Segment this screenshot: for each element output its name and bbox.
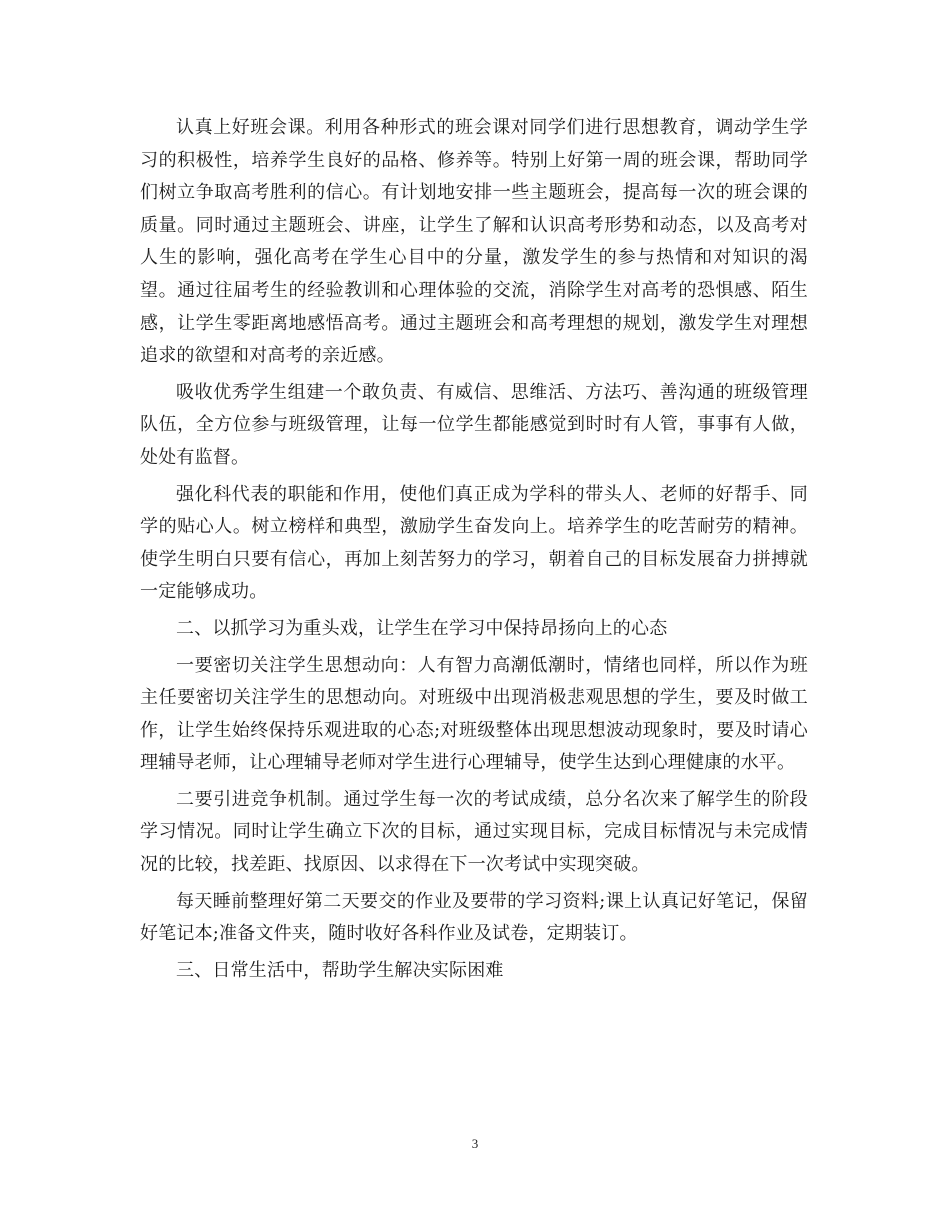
paragraph-student-thoughts: 一要密切关注学生思想动向：人有智力高潮低潮时，情绪也同样，所以作为班主任要密切关注学生的思想动向。对班级中出现消极悲观思想的学生，要及时做工作，让学生始终保持乐观进取的心态;对班级整体出现思想波动现象时，要及时请心理辅导老师，让心理辅导老师对学生进行心理辅导，使学生达到心理健康的水平。 xyxy=(140,654,808,774)
page-number: 3 xyxy=(471,1136,479,1151)
paragraph-class-meeting: 认真上好班会课。利用各种形式的班会课对同学们进行思想教育，调动学生学习的积极性，培养学生良好的品格、修养等。特别上好第一周的班会课，帮助同学们树立争取高考胜利的信心。有计划地安排一些主题班会，提高每一次的班会课的质量。同时通过主题班会、讲座，让学生了解和认识高考形势和动态，以及高考对人生的影响，强化高考在学生心目中的分量，激发学生的参与热情和对知识的渴望。通过往届考生的经验教训和心理体验的交流，消除学生对高考的恐惧感、陌生感，让学生零距离地感悟高考。通过主题班会和高考理想的规划，激发学生对理想追求的欲望和对高考的亲近感。 xyxy=(140,117,808,367)
paragraph-class-management-team: 吸收优秀学生组建一个敢负责、有威信、思维活、方法巧、善沟通的班级管理队伍，全方位参与班级管理，让每一位学生都能感觉到时时有人管，事事有人做，处处有监督。 xyxy=(140,381,808,468)
section-heading-daily-life: 三、日常生活中，帮助学生解决实际困难 xyxy=(176,959,504,981)
document-body xyxy=(140,112,808,991)
paragraph-competition-mechanism: 二要引进竞争机制。通过学生每一次的考试成绩，总分名次来了解学生的阶段学习情况。同时让学生确立下次的目标，通过实现目标，完成目标情况与未完成情况的比较，找差距、找原因、以求得在下一次考试中实现突破。 xyxy=(140,788,808,876)
paragraph-subject-representatives: 强化科代表的职能和作用，使他们真正成为学科的带头人、老师的好帮手、同学的贴心人。树立榜样和典型，激励学生奋发向上。培养学生的吃苦耐劳的精神。使学生明白只要有信心，再加上刻苦努力的学习，朝着自己的目标发展奋力拼搏就一定能够成功。 xyxy=(140,483,808,603)
section-heading-study: 二、以抓学习为重头戏，让学生在学习中保持昂扬向上的心态 xyxy=(176,617,668,639)
paragraph-daily-organization: 每天睡前整理好第二天要交的作业及要带的学习资料;课上认真记好笔记，保留好笔记本;准备文件夹，随时收好各科作业及试卷，定期装订。 xyxy=(140,890,808,945)
